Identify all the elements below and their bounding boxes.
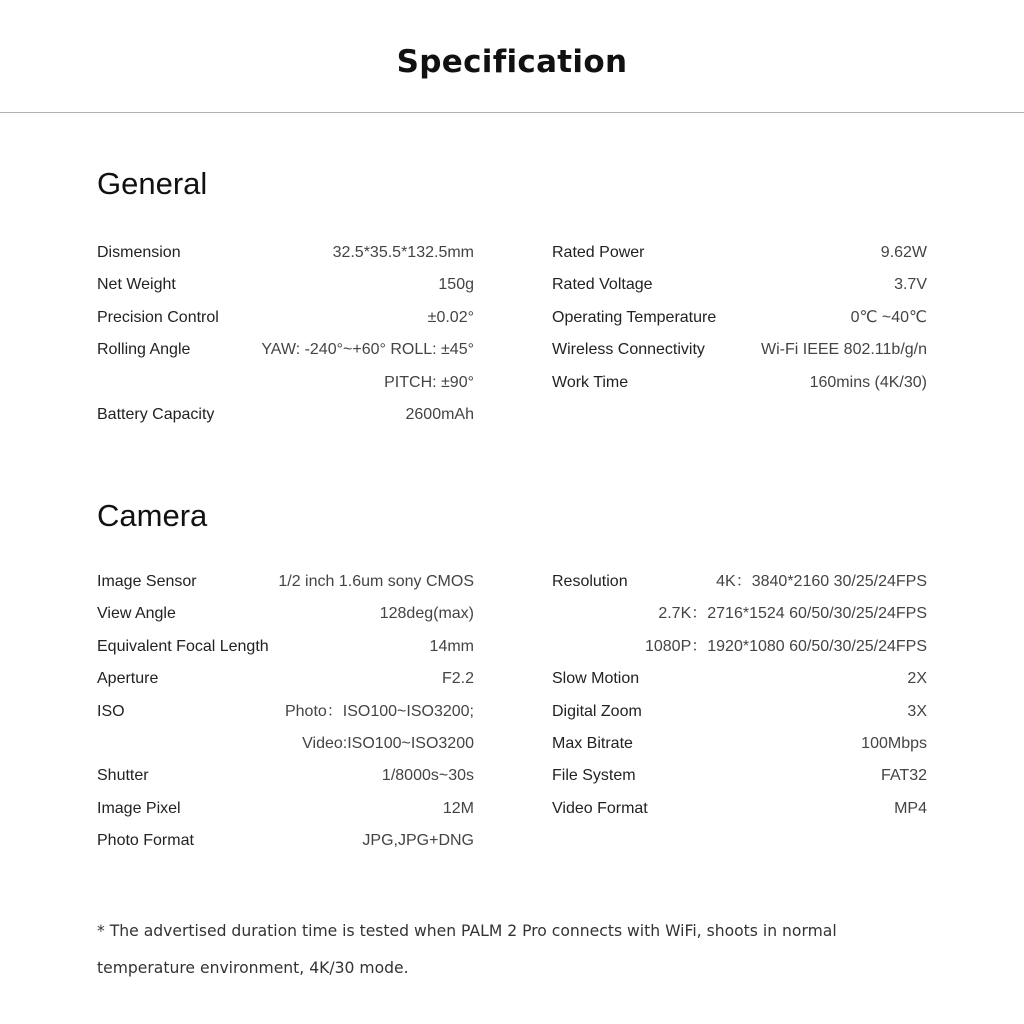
spec-row-resolution-1080p (552, 637, 927, 669)
spec-value: 2.7K：2716*1524 60/50/30/25/24FPS (658, 605, 927, 623)
spec-row-max-bitrate (552, 734, 927, 766)
spec-value: 3.7V (894, 276, 927, 294)
spec-row-file-system (552, 766, 927, 798)
spec-row-digital-zoom (552, 702, 927, 734)
title-divider (0, 112, 1024, 113)
spec-value: 1080P：1920*1080 60/50/30/25/24FPS (644, 637, 927, 655)
spec-label: Photo Format (97, 832, 194, 850)
footnote: * The advertised duration time is tested when PALM 2 Pro connects with WiFi, shoots in normal temperature environment, 4K/30 mode. (97, 922, 837, 977)
spec-label: Aperture (97, 670, 159, 688)
spec-row-rated-power (552, 243, 927, 275)
spec-row-net-weight (97, 275, 474, 307)
spec-row-iso-cont (97, 734, 474, 766)
spec-row-rolling-angle-cont (97, 373, 474, 405)
spec-row-wireless-connectivity (552, 340, 927, 372)
spec-label: Wireless Connectivity (552, 341, 705, 359)
page-title: Specification (396, 44, 628, 80)
spec-label: Shutter (97, 767, 149, 785)
spec-row-dimension (97, 243, 474, 275)
spec-value: 14mm (429, 637, 474, 655)
spec-value: 160mins (4K/30) (809, 373, 927, 391)
spec-row-view-angle (97, 604, 474, 636)
general-specs-right (552, 243, 927, 405)
spec-row-work-time (552, 373, 927, 405)
spec-row-iso (97, 702, 474, 734)
spec-row-resolution-2-7k (552, 604, 927, 636)
spec-row-shutter (97, 766, 474, 798)
camera-specs-left (97, 572, 474, 864)
spec-label: ISO (97, 702, 125, 720)
spec-label: Slow Motion (552, 670, 640, 688)
spec-label: Net Weight (97, 276, 176, 294)
spec-value: 3X (907, 702, 927, 720)
spec-label: Operating Temperature (552, 308, 717, 326)
spec-label: Image Sensor (97, 573, 197, 590)
spec-row-aperture (97, 669, 474, 701)
spec-row-slow-motion (552, 669, 927, 701)
spec-row-rolling-angle (97, 340, 474, 372)
spec-row-precision-control (97, 308, 474, 340)
spec-row-rated-voltage (552, 275, 927, 307)
spec-value: 9.62W (880, 244, 927, 261)
spec-value: 32.5*35.5*132.5mm (332, 244, 474, 261)
spec-label: Precision Control (97, 308, 219, 326)
spec-label: Resolution (552, 573, 628, 590)
spec-value: 1/8000s~30s (381, 767, 474, 785)
spec-value: ±0.02° (427, 308, 474, 326)
spec-label: Max Bitrate (552, 734, 633, 752)
spec-row-photo-format (97, 831, 474, 863)
spec-value: FAT32 (881, 767, 927, 785)
spec-label: Rated Power (552, 244, 645, 261)
spec-value: YAW: -240°~+60° ROLL: ±45° (261, 341, 474, 359)
spec-row-resolution (552, 572, 927, 604)
spec-value: Wi-Fi IEEE 802.11b/g/n (761, 341, 927, 359)
spec-row-battery-capacity (97, 405, 474, 437)
spec-label: Video Format (552, 799, 648, 817)
spec-value: 2600mAh (405, 405, 474, 423)
spec-value: 4K：3840*2160 30/25/24FPS (716, 573, 927, 590)
spec-row-image-pixel (97, 799, 474, 831)
spec-row-focal-length (97, 637, 474, 669)
spec-value: PITCH: ±90° (384, 373, 474, 391)
spec-label: Battery Capacity (97, 405, 215, 423)
spec-value: 12M (442, 799, 474, 817)
spec-label: Digital Zoom (552, 702, 642, 720)
spec-row-operating-temperature (552, 308, 927, 340)
spec-value: JPG,JPG+DNG (362, 832, 474, 850)
spec-label: File System (552, 767, 636, 785)
spec-value: Photo：ISO100~ISO3200; (284, 702, 474, 720)
spec-row-video-format (552, 799, 927, 831)
spec-value: Video:ISO100~ISO3200 (302, 734, 474, 752)
spec-value: F2.2 (441, 670, 474, 688)
spec-value: 1/2 inch 1.6um sony CMOS (278, 573, 474, 590)
spec-value: 2X (907, 670, 927, 688)
spec-label: View Angle (97, 605, 176, 623)
spec-value: 128deg(max) (379, 605, 474, 623)
spec-row-image-sensor (97, 572, 474, 604)
general-heading: General (97, 166, 208, 201)
camera-heading: Camera (97, 498, 208, 533)
spec-label: Rolling Angle (97, 341, 191, 359)
camera-specs-right (552, 572, 927, 831)
spec-value: 0℃ ~40℃ (850, 308, 927, 326)
spec-value: 150g (438, 276, 474, 294)
spec-label: Dismension (97, 244, 181, 261)
spec-label: Equivalent Focal Length (97, 637, 269, 655)
spec-label: Rated Voltage (552, 276, 653, 294)
spec-label: Image Pixel (97, 799, 181, 817)
spec-label: Work Time (552, 373, 629, 391)
general-specs-left (97, 243, 474, 437)
spec-value: 100Mbps (861, 734, 927, 752)
spec-value: MP4 (894, 799, 927, 817)
